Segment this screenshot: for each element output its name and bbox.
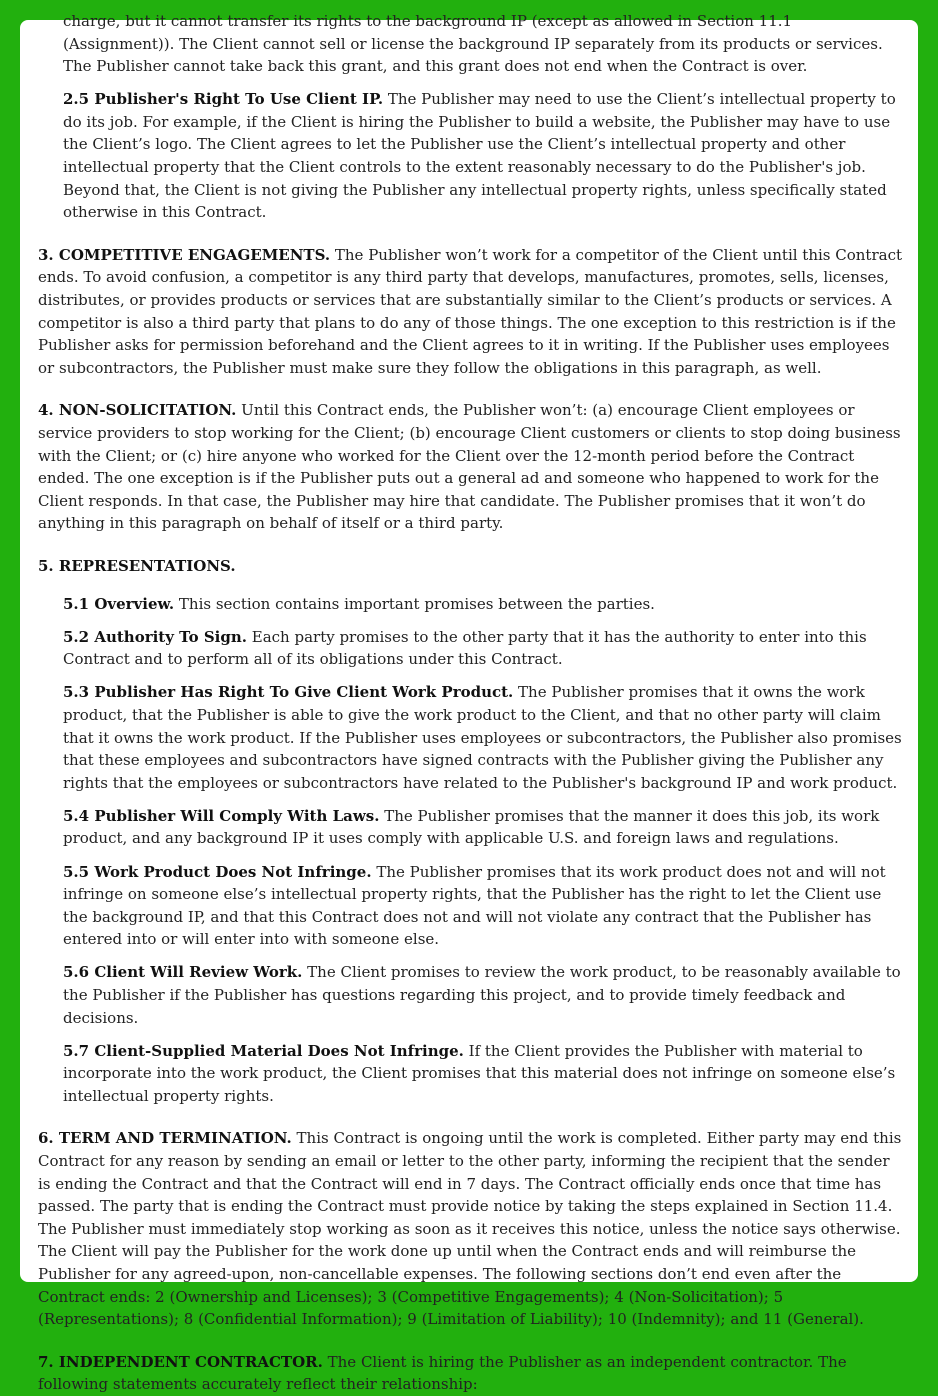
section-text: The Client promises to review the work product, to be reasonably available to the Publisher if the Publisher has questions regarding this project, and to provide timely feedback and decisions. xyxy=(63,963,901,1027)
section-heading: 6. TERM AND TERMINATION. xyxy=(38,1129,292,1148)
section-7 xyxy=(38,1351,906,1396)
section-text: The Publisher promises that it owns the work product, that the Publisher is able to give the work product to the Client, and that no other party will claim that it owns the work product. If the Publisher uses employees or subcontractors, the Publisher also promises that these employees and subcontractors have signed contracts with the Publisher giving the Publisher any rights that the employees or subcontractors have related to the Publisher's background IP and work product. xyxy=(63,683,902,792)
section-heading: 5.3 Publisher Has Right To Give Client Work Product. xyxy=(63,683,514,702)
section-heading: 5.2 Authority To Sign. xyxy=(63,627,247,646)
section-text: This Contract is ongoing until the work is completed. Either party may end this Contract for any reason by sending an email or letter to the other party, informing the recipient that the sender is ending the Contract and that the Contract will end in 7 days. The Contract officially ends once that time has passed. The party that is ending the Contract must provide notice by taking the steps explained in Section 11.4. The Publisher must immediately stop working as soon as it receives this notice, unless the notice says otherwise. The Client will pay the Publisher for the work done up until when the Contract ends and will reimburse the Publisher for any agreed-upon, non-cancellable expenses. The following sections don’t end even after the Contract ends: 2 (Ownership and Licenses); 3 (Competitive Engagements); 4 (Non-Solicitation); 5 (Representations); 8 (Confidential Information); 9 (Limitation of Liability); 10 (Indemnity); and 11 (General). xyxy=(38,1129,902,1329)
section-5-5 xyxy=(63,861,906,951)
section-text: If the Client provides the Publisher with material to incorporate into the work product, the Client promises that this material does not infringe on someone else’s intellectual property rights. xyxy=(63,1041,896,1105)
section-5 xyxy=(38,555,906,578)
section-4 xyxy=(38,399,906,535)
paragraph-text: charge, but it cannot transfer its rights to the background IP (except as allowed in Section 11.1 (Assignment)). The Client cannot sell or license the background IP separately from its products or services. The Publisher cannot take back this grant, and this grant does not end when the Contract is over. xyxy=(63,12,883,76)
section-2-5 xyxy=(63,88,906,224)
section-5-2 xyxy=(63,626,906,671)
section-3 xyxy=(38,244,906,380)
section-heading: 7. INDEPENDENT CONTRACTOR. xyxy=(38,1352,323,1371)
section-text: Until this Contract ends, the Publisher won’t: (a) encourage Client employees or service providers to stop working for the Client; (b) encourage Client customers or clients to stop doing business with the Client; or (c) hire anyone who worked for the Client over the 12-month period before the Contract ended. The one exception is if the Publisher puts out a general ad and someone who happened to work for the Client responds. In that case, the Publisher may hire that candidate. The Publisher promises that it won’t do anything in this paragraph on behalf of itself or a third party. xyxy=(38,401,901,533)
section-heading: 5. REPRESENTATIONS. xyxy=(38,556,236,575)
section-heading: 5.7 Client-Supplied Material Does Not Infringe. xyxy=(63,1041,464,1060)
section-5-3 xyxy=(63,681,906,794)
section-5-6 xyxy=(63,961,906,1029)
section-heading: 2.5 Publisher's Right To Use Client IP. xyxy=(63,90,384,109)
section-text: The Client is hiring the Publisher as an independent contractor. The following statements accurately reflect their relationship: xyxy=(38,1352,847,1394)
section-6 xyxy=(38,1127,906,1330)
section-heading: 5.6 Client Will Review Work. xyxy=(63,963,303,982)
section-heading: 5.4 Publisher Will Comply With Laws. xyxy=(63,806,380,825)
document-body xyxy=(38,10,906,1396)
section-5-4 xyxy=(63,805,906,850)
section-text: The Publisher promises that its work product does not and will not infringe on someone else’s intellectual property rights, that the Publisher has the right to let the Client use the background IP, and that this Contract does not and will not violate any contract that the Publisher has entered into or will enter into with someone else. xyxy=(63,862,886,949)
section-text: The Publisher won’t work for a competitor of the Client until this Contract ends. To avoid confusion, a competitor is any third party that develops, manufactures, promotes, sells, licenses, distributes, or provides products or services that are substantially similar to the Client’s products or services. A competitor is also a third party that plans to do any of those things. The one exception to this restriction is if the Publisher asks for permission beforehand and the Client agrees to it in writing. If the Publisher uses employees or subcontractors, the Publisher must make sure they follow the obligations in this paragraph, as well. xyxy=(38,245,902,377)
section-text: The Publisher may need to use the Client’s intellectual property to do its job. For example, if the Client is hiring the Publisher to build a website, the Publisher may have to use the Client’s logo. The Client agrees to let the Publisher use the Client’s intellectual property and other intellectual property that the Client controls to the extent reasonably necessary to do the Publisher's job. Beyond that, the Client is not giving the Publisher any intellectual property rights, unless specifically stated otherwise in this Contract. xyxy=(63,90,896,222)
paragraph-2-4-continuation xyxy=(63,10,906,78)
section-5-1 xyxy=(63,593,906,616)
section-heading: 5.5 Work Product Does Not Infringe. xyxy=(63,862,372,881)
section-heading: 5.1 Overview. xyxy=(63,594,175,613)
section-text: This section contains important promises between the parties. xyxy=(174,594,655,613)
section-heading: 3. COMPETITIVE ENGAGEMENTS. xyxy=(38,245,331,264)
section-text: The Publisher promises that the manner it does this job, its work product, and any background IP it uses comply with applicable U.S. and foreign laws and regulations. xyxy=(63,806,880,848)
document-card xyxy=(20,12,918,1394)
section-text: Each party promises to the other party that it has the authority to enter into this Contract and to perform all of its obligations under this Contract. xyxy=(63,627,867,669)
section-5-7 xyxy=(63,1040,906,1108)
section-heading: 4. NON-SOLICITATION. xyxy=(38,401,237,420)
